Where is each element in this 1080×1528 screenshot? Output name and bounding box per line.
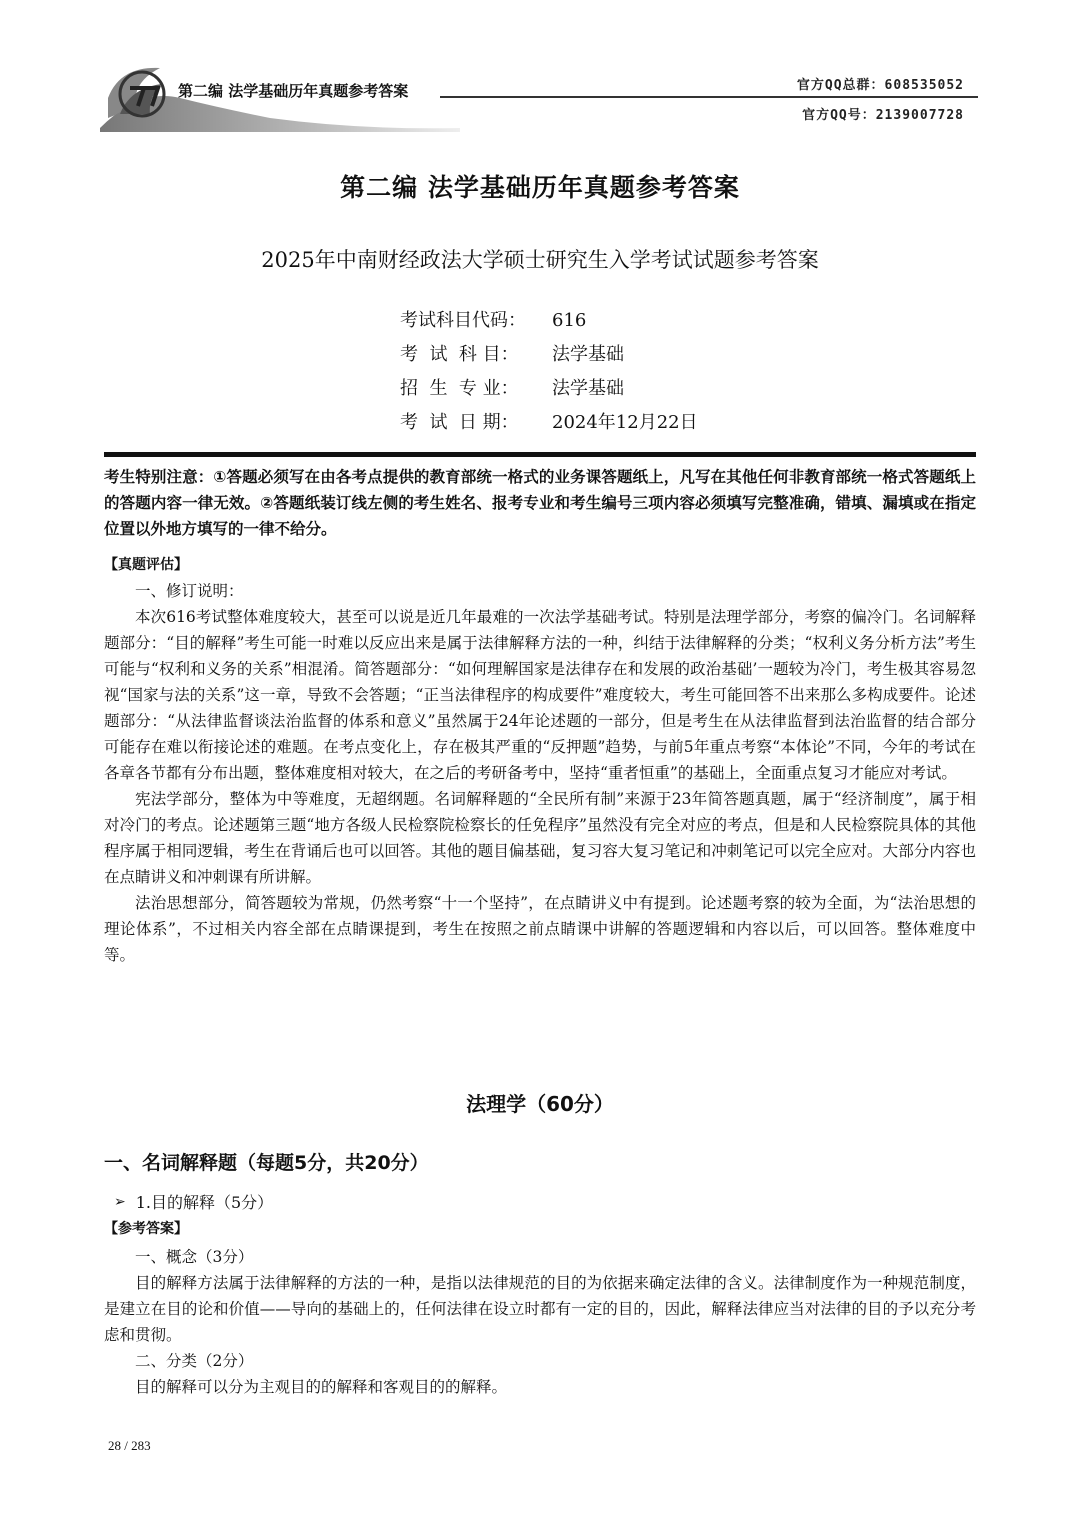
- header-divider: [440, 96, 978, 98]
- eval-paragraph: 本次616考试整体难度较大，甚至可以说是近几年最难的一次法学基础考试。特别是法理学部分，考察的偏冷门。名词解释题部分：“目的解释”考生可能一时难以反应出来是属于法律解释方法的一种，纠结于法律解释的分类；“权利义务分析方法”考生可能与“权利和义务的关系”相混淆。简答题部分：“如何理解国家是法律存在和发展的政治基础’一题较为冷门，考生极其容易忽视“国家与法的关系”这一章，导致不会答题；“正当法律程序的构成要件”难度较大，考生可能回答不出来那么多构成要件。论述题部分：“从法律监督谈法治监督的体系和意义”虽然属于24年论述题的一部分，但是考生在从法律监督到法治监督的结合部分可能存在难以衔接论述的难题。在考点变化上，存在极其严重的“反押题”趋势，与前5年重点考察“本体论”不同，今年的考试在各章各节都有分布出题，整体难度相对较大，在之后的考研备考中，坚持“重者恒重”的基础上，全面重点复习才能应对考试。: [104, 608, 976, 782]
- answer-heading: 二、分类（2分）: [135, 1352, 254, 1370]
- qq-contact-number: 官方QQ号：2139007728: [802, 108, 964, 123]
- answer-label: 【参考答案】: [104, 1221, 188, 1237]
- page-header: [0, 0, 1080, 140]
- section-title: 法理学（60分）: [466, 1092, 614, 1116]
- exam-info-value: 2024年12月22日: [552, 412, 698, 433]
- exam-info-label: 考试科目代码：: [400, 310, 526, 331]
- exam-info-row: [400, 372, 698, 406]
- answer-paragraph: 目的解释可以分为主观目的的解释和客观目的的解释。: [135, 1378, 508, 1396]
- question-text: 1.目的解释（5分）: [135, 1193, 274, 1212]
- exam-info-label: 考 试 日 期：: [400, 412, 519, 433]
- answer-heading: 一、概念（3分）: [135, 1248, 254, 1266]
- answer-paragraph: 目的解释方法属于法律解释的方法的一种，是指以法律规范的目的为依据来确定法律的含义。法律制度作为一种规范制度，是建立在目的论和价值——导向的基础上的，任何法律在设立时都有一定的目的，因此，解释法律应当对法律的目的予以充分考虑和贯彻。: [104, 1274, 976, 1344]
- exam-info: [400, 304, 698, 440]
- exam-info-value: 法学基础: [552, 344, 624, 365]
- exam-info-label: 招 生 专 业：: [400, 378, 519, 399]
- exam-info-value: 616: [552, 310, 587, 331]
- exam-info-label: 考 试 科 目：: [400, 344, 519, 365]
- question-item: [114, 1190, 273, 1213]
- exam-info-row: [400, 304, 698, 338]
- exam-info-row: [400, 338, 698, 372]
- answer-body: [104, 1244, 976, 1400]
- candidate-notice: 考生特别注意：①答题必须写在由各考点提供的教育部统一格式的业务课答题纸上，凡写在其他任何非教育部统一格式答题纸上的答题内容一律无效。②答题纸装订线左侧的考生姓名、报考专业和考生编号三项内容必须填写完整准确，错填、漏填或在指定位置以外地方填写的一律不给分。: [104, 468, 976, 538]
- eval-body: [104, 578, 976, 968]
- question-type-heading: 一、名词解释题（每题5分，共20分）: [104, 1152, 429, 1174]
- exam-info-value: 法学基础: [552, 378, 624, 399]
- header-title: 第二编 法学基础历年真题参考答案: [178, 82, 409, 100]
- eval-label: 【真题评估】: [104, 557, 188, 573]
- page-number: 28 / 283: [108, 1438, 151, 1453]
- section-divider: [104, 452, 976, 457]
- arrow-bullet-icon: ➢: [114, 1193, 126, 1210]
- eval-heading: 一、修订说明：: [135, 582, 244, 600]
- eval-paragraph: 法治思想部分，简答题较为常规，仍然考察“十一个坚持”，在点睛讲义中有提到。论述题考察的较为全面，为“法治思想的理论体系”，不过相关内容全部在点睛课提到，考生在按照之前点睛课中讲解的答题逻辑和内容以后，可以回答。整体难度中等。: [104, 894, 976, 964]
- qq-group-number: 官方QQ总群：608535052: [796, 78, 964, 93]
- sub-title: 2025年中南财经政法大学硕士研究生入学考试试题参考答案: [261, 248, 819, 272]
- main-title: 第二编 法学基础历年真题参考答案: [340, 173, 740, 202]
- exam-info-row: [400, 406, 698, 440]
- eval-paragraph: 宪法学部分，整体为中等难度，无超纲题。名词解释题的“全民所有制”来源于23年简答题真题，属于“经济制度”，属于相对冷门的考点。论述题第三题“地方各级人民检察院检察长的任免程序”虽然没有完全对应的考点，但是和人民检察院具体的其他程序属于相同逻辑，考生在背诵后也可以回答。其他的题目偏基础，复习容大复习笔记和冲刺笔记可以完全应对。大部分内容也在点睛讲义和冲刺课有所讲解。: [104, 790, 976, 886]
